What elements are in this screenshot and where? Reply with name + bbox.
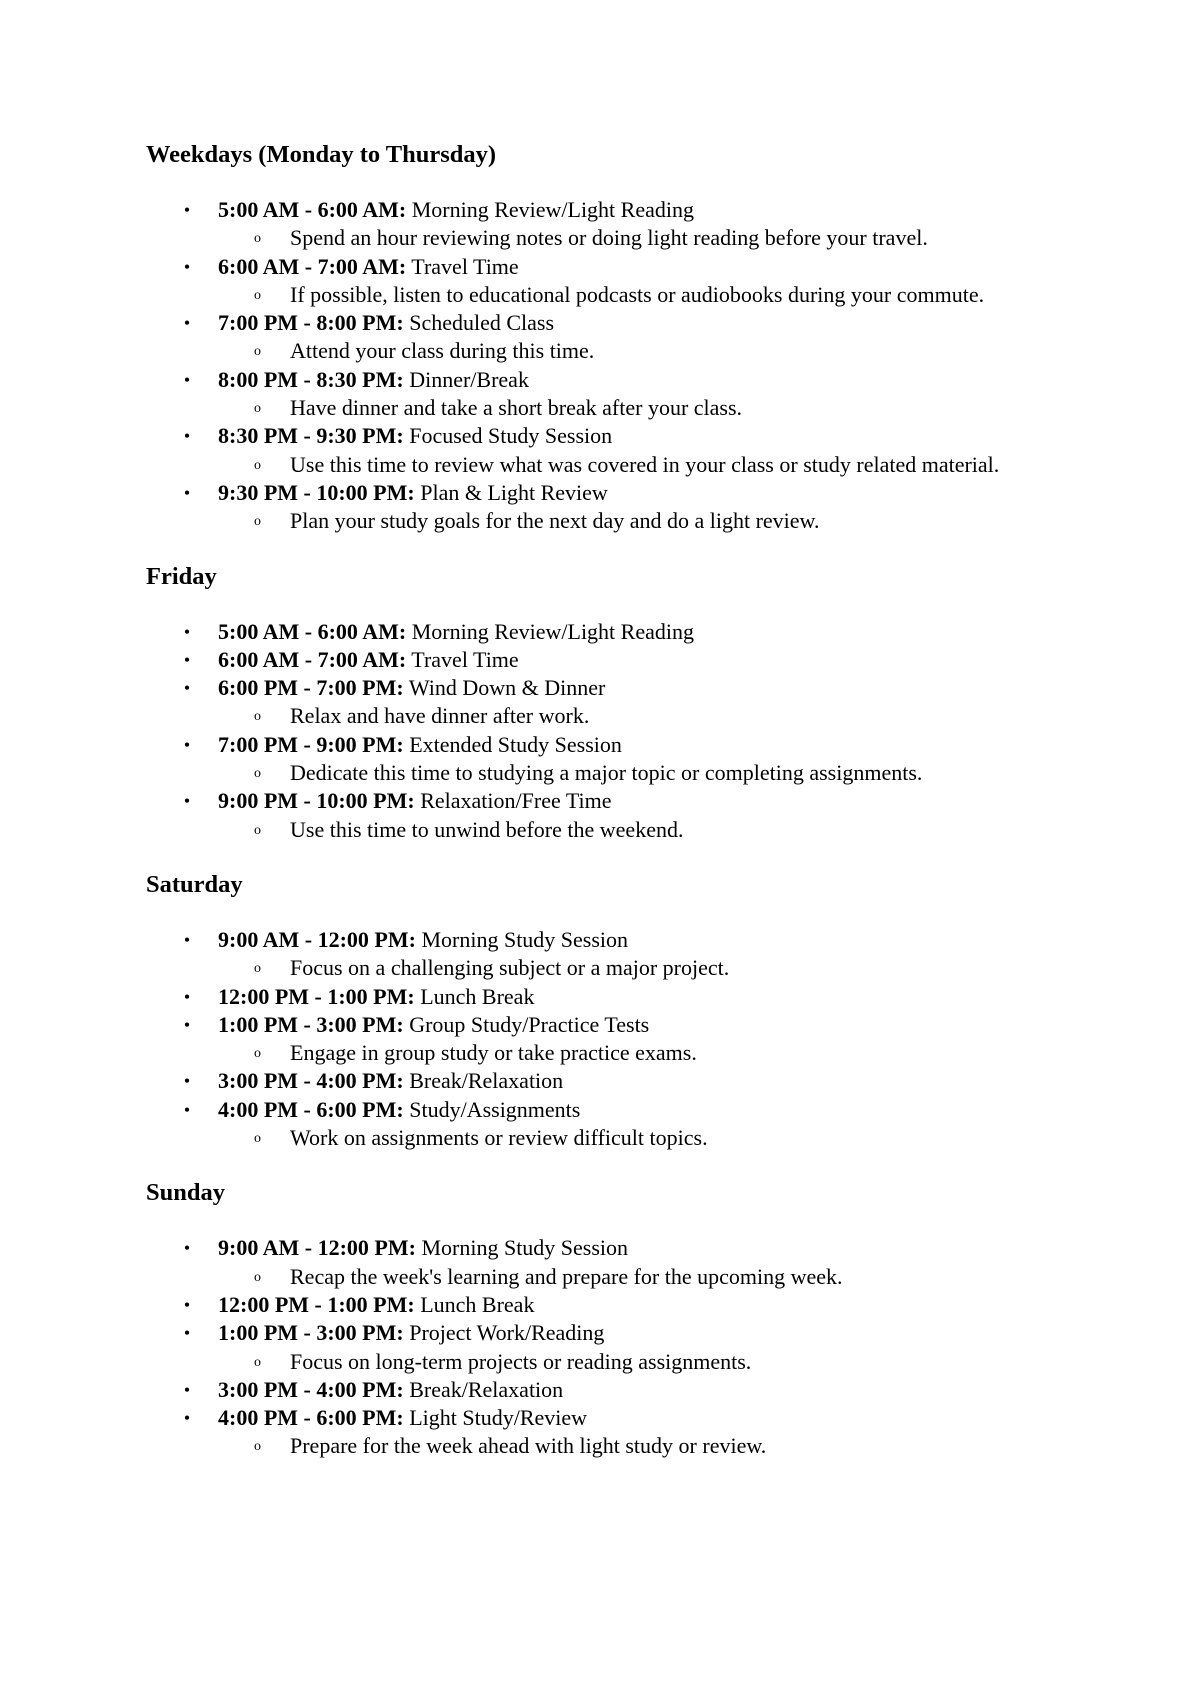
bullet-icon: •: [183, 426, 191, 447]
note-text: Recap the week's learning and prepare for the upcoming week.: [290, 1263, 843, 1289]
note-list: [218, 337, 1146, 365]
time-range: 9:00 AM - 12:00 PM:: [218, 926, 416, 952]
schedule-item: [146, 366, 1146, 423]
note-list: [218, 1348, 1146, 1376]
schedule-section: [146, 870, 1146, 1152]
bullet-icon: •: [183, 1014, 191, 1035]
bullet-icon: •: [183, 986, 191, 1007]
schedule-section: [146, 1178, 1146, 1460]
note-list: [218, 954, 1146, 982]
time-range: 7:00 PM - 9:00 PM:: [218, 731, 404, 757]
activity-label: Lunch Break: [420, 1291, 535, 1317]
bullet-icon: •: [183, 621, 191, 642]
note-list: [218, 394, 1146, 422]
note-text: Focus on long-term projects or reading assignments.: [290, 1348, 752, 1374]
time-range: 9:30 PM - 10:00 PM:: [218, 479, 415, 505]
bullet-icon: •: [183, 678, 191, 699]
note-text: Engage in group study or take practice exams.: [290, 1040, 697, 1066]
section-heading: Saturday: [146, 870, 243, 898]
schedule-section: [146, 140, 1146, 536]
schedule-item: [146, 1234, 1146, 1291]
schedule-item: [146, 196, 1146, 253]
activity-label: Study/Assignments: [409, 1096, 581, 1122]
schedule-item: [146, 1291, 1146, 1319]
note-list: [218, 281, 1146, 309]
sub-bullet-icon: o: [254, 1131, 261, 1147]
note-item: [218, 451, 1146, 479]
activity-label: Morning Review/Light Reading: [411, 197, 694, 222]
schedule-item: [146, 479, 1146, 536]
note-item: [218, 1124, 1146, 1152]
schedule-section: [146, 562, 1146, 844]
time-range: 7:00 PM - 8:00 PM:: [218, 310, 404, 336]
note-item: [218, 759, 1146, 787]
activity-label: Light Study/Review: [409, 1405, 588, 1431]
note-list: [218, 759, 1146, 787]
note-text: Dedicate this time to studying a major topic or completing assignments.: [290, 760, 923, 786]
time-range: 4:00 PM - 6:00 PM:: [218, 1096, 404, 1122]
note-item: [218, 394, 1146, 422]
sub-bullet-icon: o: [254, 1046, 261, 1062]
schedule-item: [146, 618, 1146, 646]
time-range: 1:00 PM - 3:00 PM:: [218, 1011, 404, 1037]
activity-label: Break/Relaxation: [409, 1068, 564, 1094]
note-item: [218, 702, 1146, 730]
bullet-icon: •: [183, 313, 191, 334]
schedule-list: [146, 196, 1146, 536]
note-text: If possible, listen to educational podcasts or audiobooks during your commute.: [290, 281, 985, 307]
note-item: [218, 1263, 1146, 1291]
schedule-item: [146, 1404, 1146, 1461]
activity-label: Extended Study Session: [409, 731, 622, 757]
note-item: [218, 1432, 1146, 1460]
schedule-item: [146, 731, 1146, 788]
section-heading: Weekdays (Monday to Thursday): [146, 141, 497, 168]
sub-bullet-icon: o: [254, 766, 261, 782]
sub-bullet-icon: o: [254, 514, 261, 530]
note-item: [218, 1039, 1146, 1067]
activity-label: Group Study/Practice Tests: [409, 1011, 650, 1037]
time-range: 3:00 PM - 4:00 PM:: [218, 1376, 404, 1402]
activity-label: Morning Study Session: [421, 1235, 629, 1261]
activity-label: Travel Time: [411, 253, 519, 279]
document-body: [146, 140, 1146, 1487]
note-item: [218, 816, 1146, 844]
note-list: [218, 816, 1146, 844]
bullet-icon: •: [183, 1408, 191, 1429]
note-text: Relax and have dinner after work.: [290, 703, 590, 729]
activity-label: Dinner/Break: [409, 366, 529, 392]
note-item: [218, 281, 1146, 309]
section-heading: Friday: [146, 562, 217, 590]
schedule-item: [146, 422, 1146, 479]
note-list: [218, 507, 1146, 535]
sub-bullet-icon: o: [254, 1439, 261, 1455]
bullet-icon: •: [183, 369, 191, 390]
schedule-item: [146, 253, 1146, 310]
sub-bullet-icon: o: [254, 961, 261, 977]
bullet-icon: •: [183, 734, 191, 755]
schedule-item: [146, 674, 1146, 731]
schedule-item: [146, 1319, 1146, 1376]
schedule-item: [146, 646, 1146, 674]
sub-bullet-icon: o: [254, 822, 261, 838]
note-list: [218, 224, 1146, 252]
activity-label: Project Work/Reading: [409, 1320, 605, 1346]
activity-label: Morning Study Session: [421, 926, 629, 952]
note-list: [218, 451, 1146, 479]
time-range: 12:00 PM - 1:00 PM:: [218, 1291, 415, 1317]
time-range: 6:00 AM - 7:00 AM:: [218, 253, 407, 279]
note-text: Attend your class during this time.: [290, 338, 595, 364]
note-list: [218, 1124, 1146, 1152]
section-heading: Sunday: [146, 1179, 226, 1207]
sub-bullet-icon: o: [254, 401, 261, 417]
activity-label: Plan & Light Review: [420, 479, 608, 505]
activity-label: Scheduled Class: [409, 310, 555, 336]
activity-label: Lunch Break: [420, 983, 535, 1009]
schedule-list: [146, 926, 1146, 1152]
time-range: 9:00 AM - 12:00 PM:: [218, 1235, 416, 1261]
sub-bullet-icon: o: [254, 1269, 261, 1285]
note-list: [218, 1432, 1146, 1460]
time-range: 6:00 PM - 7:00 PM:: [218, 675, 404, 701]
note-text: Plan your study goals for the next day and do a light review.: [290, 508, 820, 534]
time-range: 4:00 PM - 6:00 PM:: [218, 1405, 404, 1431]
note-list: [218, 1263, 1146, 1291]
note-text: Use this time to unwind before the weekend.: [290, 816, 684, 842]
bullet-icon: •: [183, 1294, 191, 1315]
sub-bullet-icon: o: [254, 709, 261, 725]
activity-label: Focused Study Session: [409, 423, 613, 449]
activity-label: Morning Review/Light Reading: [411, 618, 694, 644]
schedule-item: [146, 926, 1146, 983]
time-range: 5:00 AM - 6:00 AM:: [218, 197, 407, 222]
bullet-icon: •: [183, 1071, 191, 1092]
bullet-icon: •: [183, 200, 191, 220]
bullet-icon: •: [183, 1099, 191, 1120]
schedule-list: [146, 618, 1146, 844]
activity-label: Relaxation/Free Time: [420, 788, 612, 814]
note-item: [218, 954, 1146, 982]
note-list: [218, 1039, 1146, 1067]
bullet-icon: •: [183, 1238, 191, 1259]
note-item: [218, 507, 1146, 535]
sub-bullet-icon: o: [254, 457, 261, 473]
note-text: Have dinner and take a short break after your class.: [290, 395, 743, 421]
sub-bullet-icon: o: [254, 287, 261, 303]
activity-label: Wind Down & Dinner: [408, 675, 606, 701]
time-range: 12:00 PM - 1:00 PM:: [218, 983, 415, 1009]
schedule-item: [146, 1011, 1146, 1068]
time-range: 1:00 PM - 3:00 PM:: [218, 1320, 404, 1346]
note-item: [218, 337, 1146, 365]
time-range: 9:00 PM - 10:00 PM:: [218, 788, 415, 814]
schedule-item: [146, 1067, 1146, 1095]
time-range: 8:00 PM - 8:30 PM:: [218, 366, 404, 392]
bullet-icon: •: [183, 256, 191, 277]
sub-bullet-icon: o: [254, 344, 261, 360]
note-text: Focus on a challenging subject or a major project.: [290, 955, 730, 981]
time-range: 5:00 AM - 6:00 AM:: [218, 618, 407, 644]
note-list: [218, 702, 1146, 730]
schedule-item: [146, 983, 1146, 1011]
schedule-item: [146, 1376, 1146, 1404]
note-text: Prepare for the week ahead with light study or review.: [290, 1433, 767, 1459]
schedule-list: [146, 1234, 1146, 1460]
bullet-icon: •: [183, 929, 191, 950]
bullet-icon: •: [183, 649, 191, 670]
schedule-item: [146, 309, 1146, 366]
note-item: [218, 1348, 1146, 1376]
sub-bullet-icon: o: [254, 231, 261, 247]
bullet-icon: •: [183, 1323, 191, 1344]
note-text: Work on assignments or review difficult topics.: [290, 1125, 708, 1151]
schedule-item: [146, 787, 1146, 844]
note-text: Spend an hour reviewing notes or doing light reading before your travel.: [290, 225, 928, 251]
bullet-icon: •: [183, 1379, 191, 1400]
time-range: 6:00 AM - 7:00 AM:: [218, 646, 407, 672]
time-range: 3:00 PM - 4:00 PM:: [218, 1068, 404, 1094]
bullet-icon: •: [183, 482, 191, 503]
activity-label: Break/Relaxation: [409, 1376, 564, 1402]
bullet-icon: •: [183, 791, 191, 812]
schedule-item: [146, 1096, 1146, 1153]
note-item: [218, 224, 1146, 252]
activity-label: Travel Time: [411, 646, 519, 672]
time-range: 8:30 PM - 9:30 PM:: [218, 423, 404, 449]
note-text: Use this time to review what was covered in your class or study related material.: [290, 451, 1000, 477]
sub-bullet-icon: o: [254, 1354, 261, 1370]
